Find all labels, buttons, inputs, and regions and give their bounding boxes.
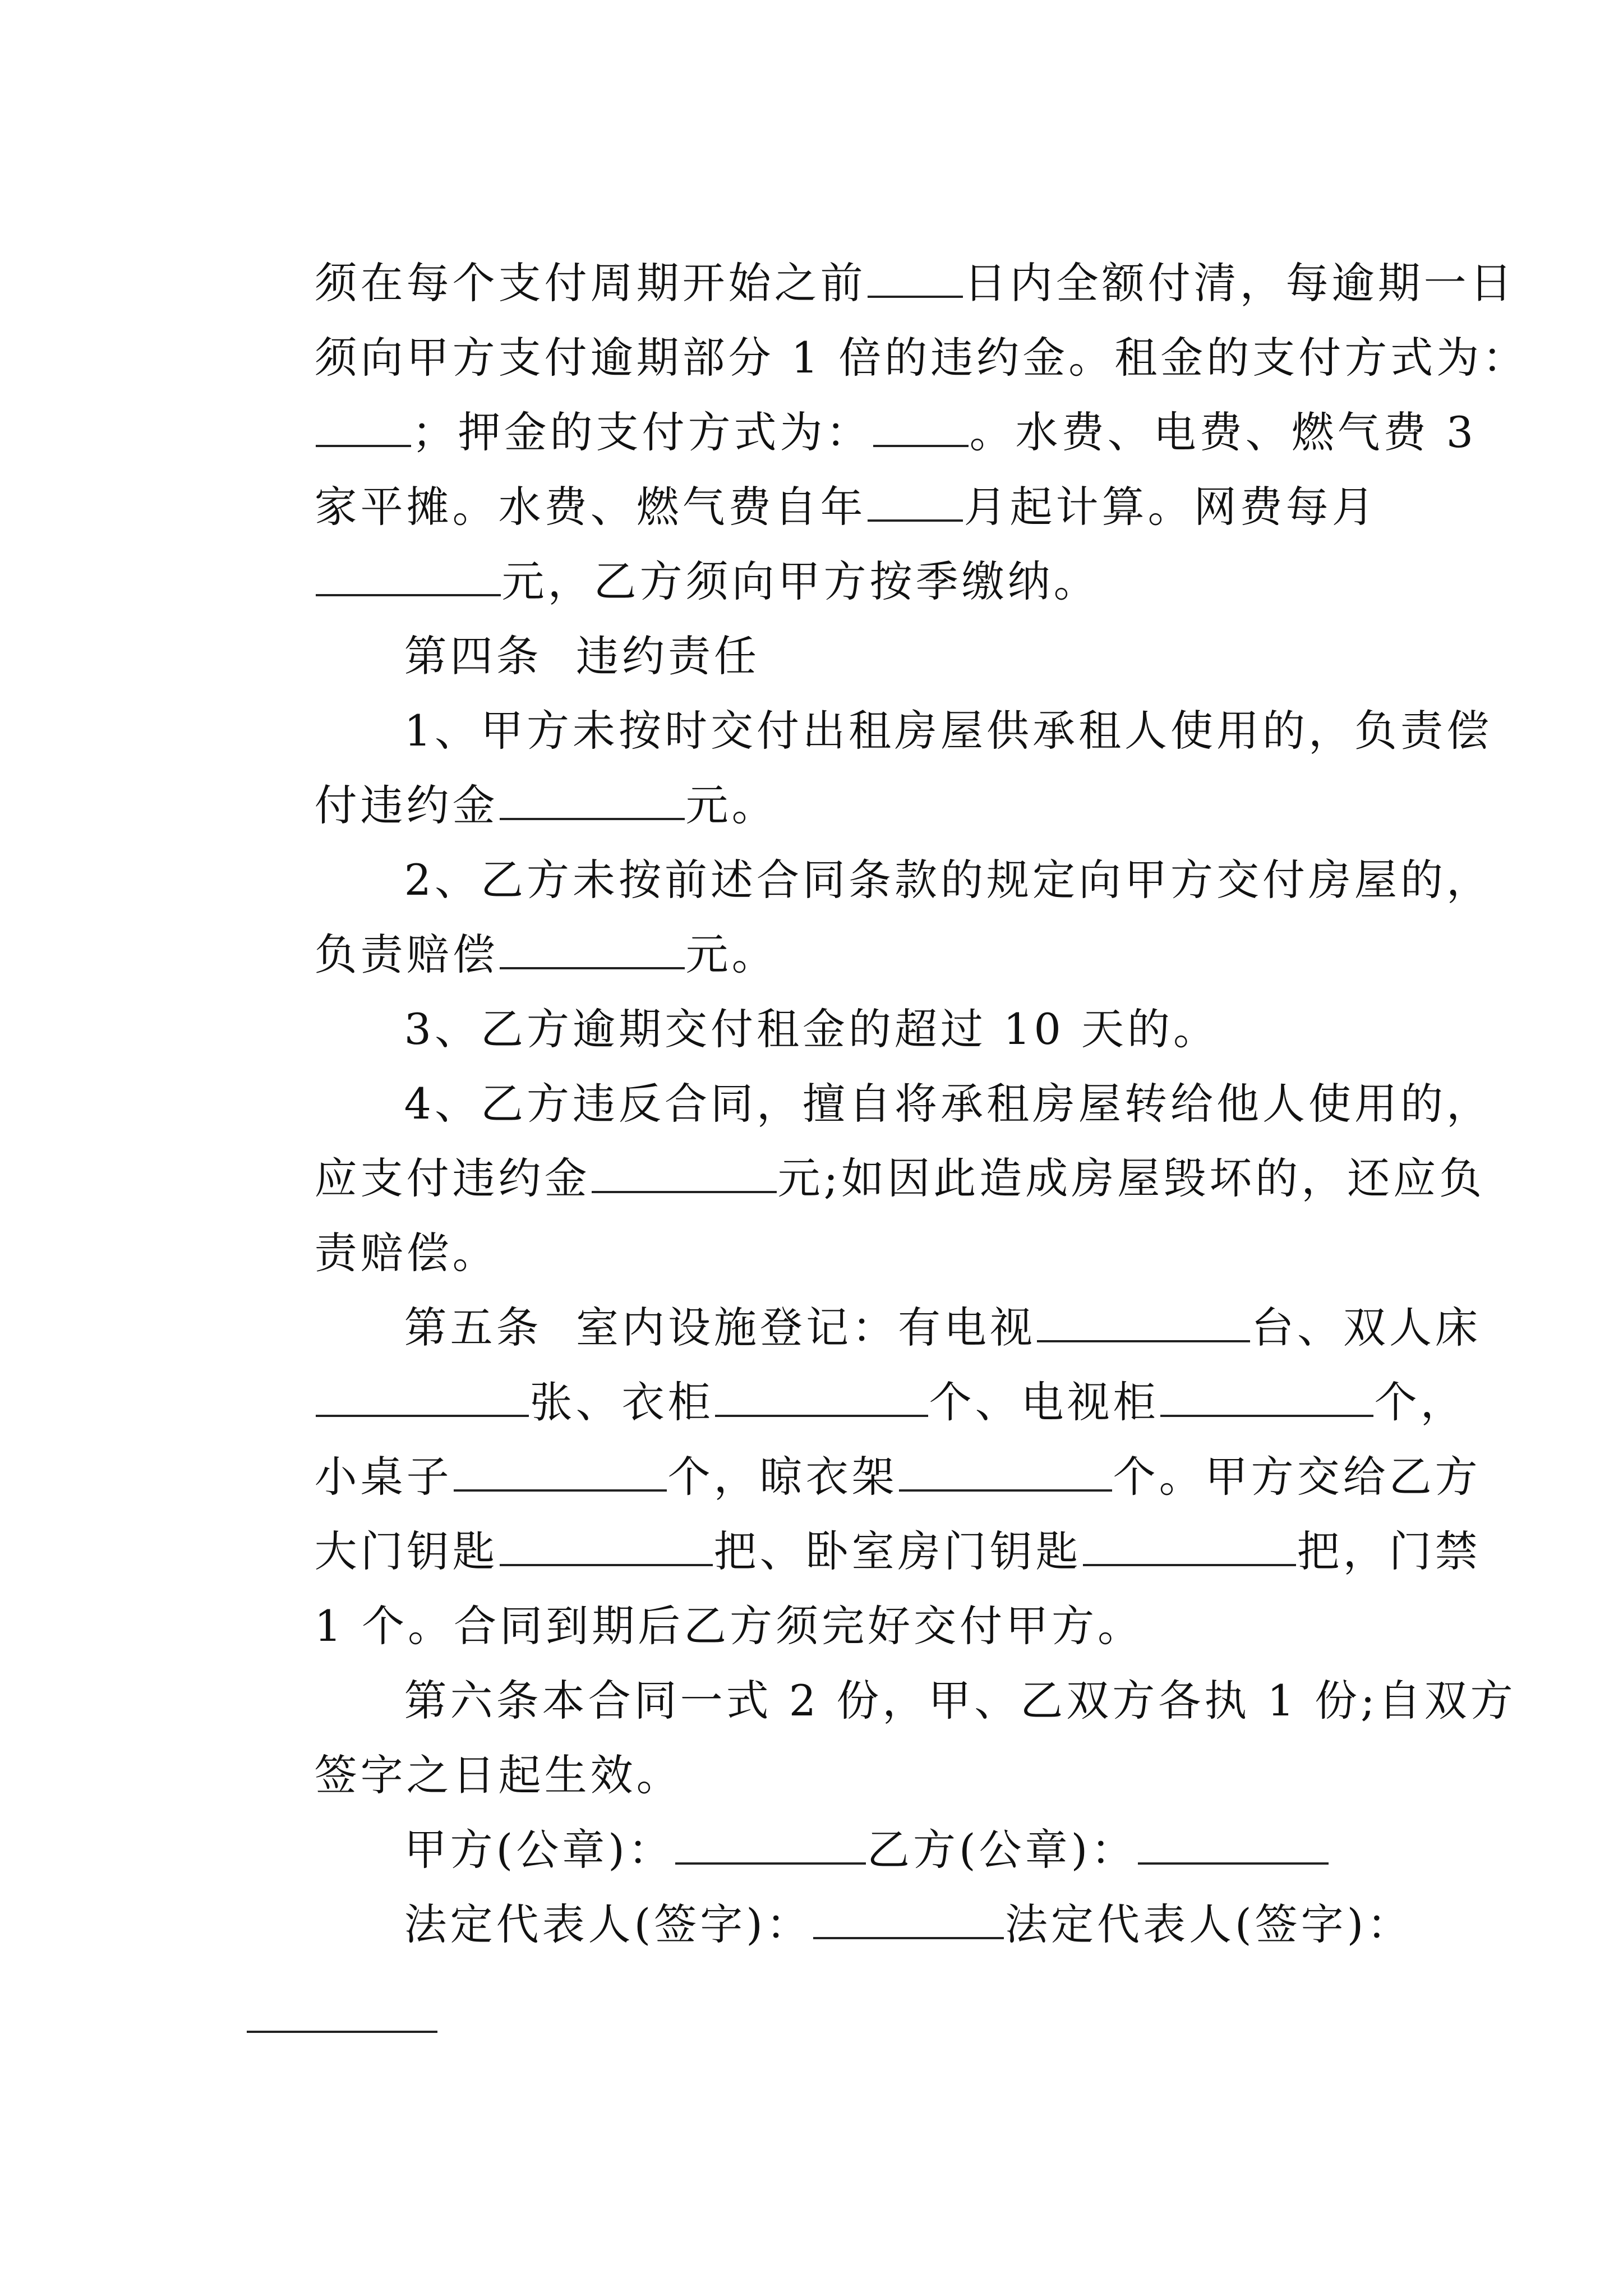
- text-line: [247, 871, 778, 979]
- text-segment: 负责赔偿: [314, 930, 499, 979]
- text-segment: 付违约金: [314, 780, 499, 830]
- text-line: [247, 199, 1516, 308]
- text-segment: 小桌子: [314, 1452, 453, 1502]
- text-segment: 第四条 违约责任: [404, 631, 760, 681]
- text-line: [336, 945, 1220, 1054]
- text-line: [336, 1020, 1492, 1129]
- party-a-representative-label: 法定代表人(签字)：: [404, 1899, 812, 1949]
- text-line: [247, 1691, 683, 1800]
- text-segment: 日内全额付清，每逾期一日: [963, 258, 1516, 308]
- text-line: [247, 1393, 1481, 1502]
- text-line: [247, 721, 778, 830]
- signature-blank: [813, 1897, 1004, 1939]
- text-segment: 个，晾衣架: [667, 1452, 898, 1502]
- text-segment: 1 个。合同到期后乙方须完好交付甲方。: [314, 1601, 1144, 1651]
- text-line: [247, 423, 1378, 532]
- text-segment: 须向甲方支付逾期部分 1 倍的违约金。租金的支付方式为：: [314, 333, 1529, 383]
- text-segment: 个。甲方交给乙方: [1113, 1452, 1481, 1502]
- text-segment: 第五条 室内设施登记：有电视: [404, 1303, 1036, 1352]
- text-segment: 把、卧室房门钥匙: [713, 1526, 1082, 1576]
- text-segment: 大门钥匙: [314, 1526, 499, 1576]
- text-segment: 须在每个支付周期开始之前: [314, 258, 866, 308]
- signature-blank: [247, 2031, 437, 2033]
- text-segment: 元。: [685, 930, 778, 979]
- text-segment: 月起计算。网费每月: [963, 482, 1378, 532]
- text-segment: 张、衣柜: [529, 1377, 714, 1427]
- text-segment: 把，门禁: [1297, 1526, 1481, 1576]
- text-segment: 。水费、电费、燃气费 3: [969, 407, 1477, 457]
- text-line: [336, 796, 1492, 905]
- text-segment: 第六条本合同一式 2 份，甲、乙双方各执 1 份;自双方: [404, 1676, 1516, 1726]
- text-segment: 4、乙方违反合同，擅自将承租房屋转给他人使用的，: [404, 1079, 1492, 1129]
- text-line: [247, 1318, 1467, 1427]
- text-segment: 3、乙方逾期交付租金的超过 10 天的。: [404, 1004, 1220, 1054]
- text-segment: 元;如因此造成房屋毁坏的，还应负: [777, 1153, 1486, 1203]
- text-line: [247, 274, 1529, 383]
- text-line: [247, 1169, 499, 1278]
- text-segment: 1、甲方未按时交付出租房屋供承租人使用的，负责偿: [404, 706, 1492, 756]
- text-segment: ；押金的支付方式为：: [412, 407, 872, 457]
- text-segment: 台、双人床: [1251, 1303, 1481, 1352]
- text-line: [247, 348, 1477, 457]
- text-line: [247, 498, 1100, 606]
- text-segment: 元。: [685, 780, 778, 830]
- section-heading: [336, 572, 760, 681]
- signature-line-seal: [336, 1766, 1330, 1875]
- fill-blank: [592, 1151, 777, 1193]
- party-b-representative-label: 法定代表人(签字)：: [1004, 1899, 1413, 1949]
- party-b-seal-label: 乙方(公章)：: [866, 1825, 1137, 1875]
- text-segment: 元，乙方须向甲方按季缴纳。: [501, 556, 1100, 606]
- party-a-seal-label: 甲方(公章)：: [404, 1825, 674, 1875]
- section-heading: [336, 1617, 1516, 1726]
- text-line: [247, 1094, 1486, 1203]
- text-line: [247, 1467, 1481, 1576]
- text-line: [247, 1542, 1144, 1651]
- text-segment: 个、电视柜: [929, 1377, 1159, 1427]
- text-segment: 应支付违约金: [314, 1153, 591, 1203]
- text-segment: 2、乙方未按前述合同条款的规定向甲方交付房屋的，: [404, 855, 1492, 905]
- text-segment: 个，: [1374, 1377, 1467, 1427]
- text-line: [336, 647, 1492, 756]
- text-segment: 家平摊。水费、燃气费自年: [314, 482, 866, 532]
- signature-line-representative: [336, 1841, 1413, 1949]
- section-heading: [336, 1244, 1481, 1352]
- text-segment: 责赔偿。: [314, 1228, 499, 1278]
- text-segment: 签字之日起生效。: [314, 1750, 683, 1800]
